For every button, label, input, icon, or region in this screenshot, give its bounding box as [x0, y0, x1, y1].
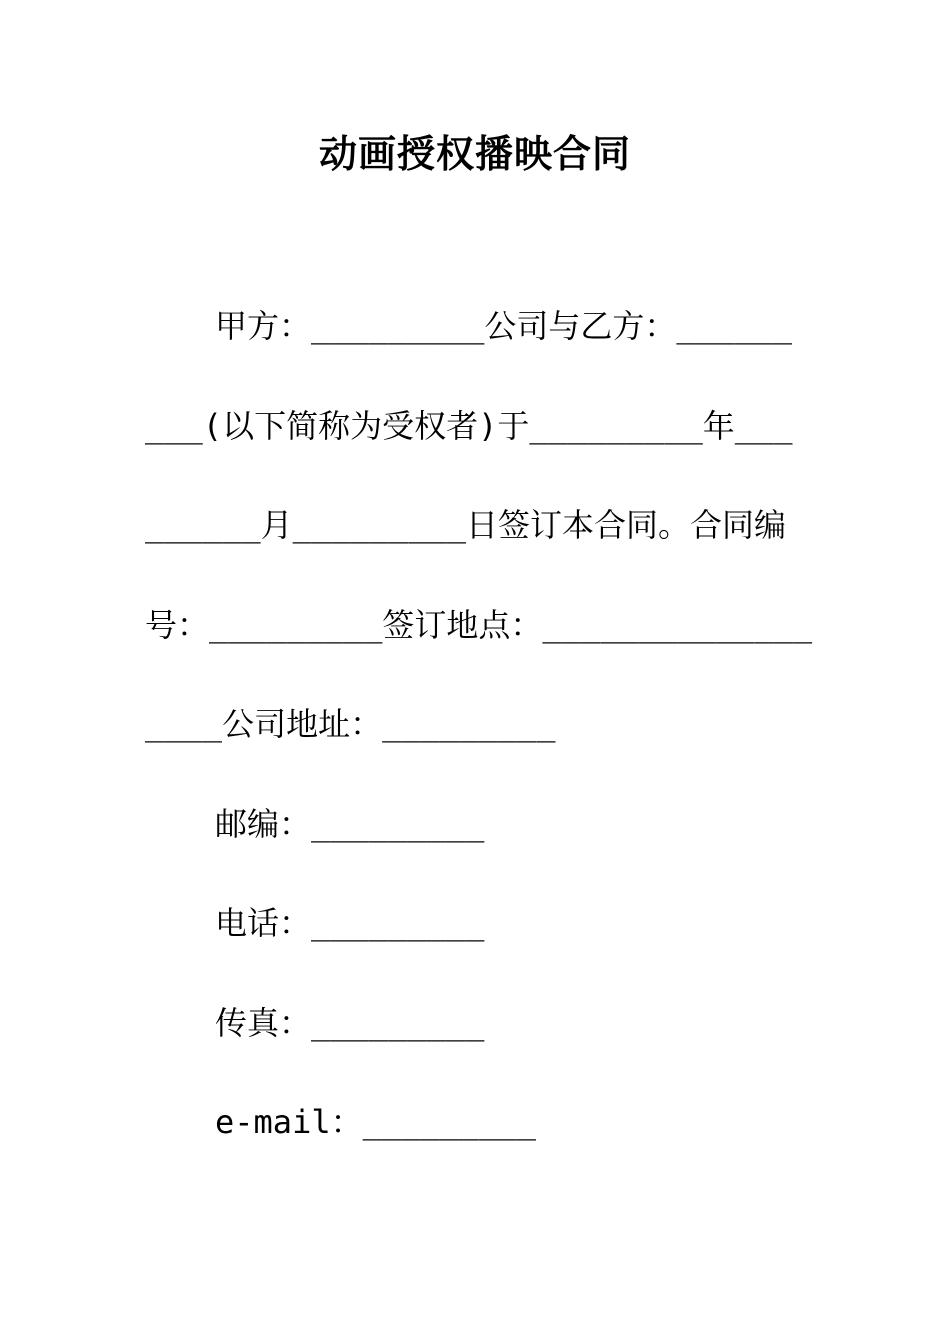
paragraph-line-1: 甲方：_________公司与乙方：______ [215, 307, 792, 345]
paragraph-line-4: 号：_________签订地点：______________ [145, 606, 813, 644]
paragraph-line-5: ____公司地址：_________ [145, 705, 556, 743]
document-title: 动画授权播映合同 [318, 131, 631, 176]
email-line: e-mail：_________ [215, 1103, 536, 1141]
phone-line: 电话：_________ [215, 904, 485, 942]
fax-line: 传真：_________ [215, 1004, 485, 1042]
paragraph-line-2: ___(以下简称为受权者)于_________年___ [145, 407, 793, 445]
paragraph-line-3: ______月_________日签订本合同。合同编 [145, 506, 786, 544]
postal-code-line: 邮编：_________ [215, 805, 485, 843]
